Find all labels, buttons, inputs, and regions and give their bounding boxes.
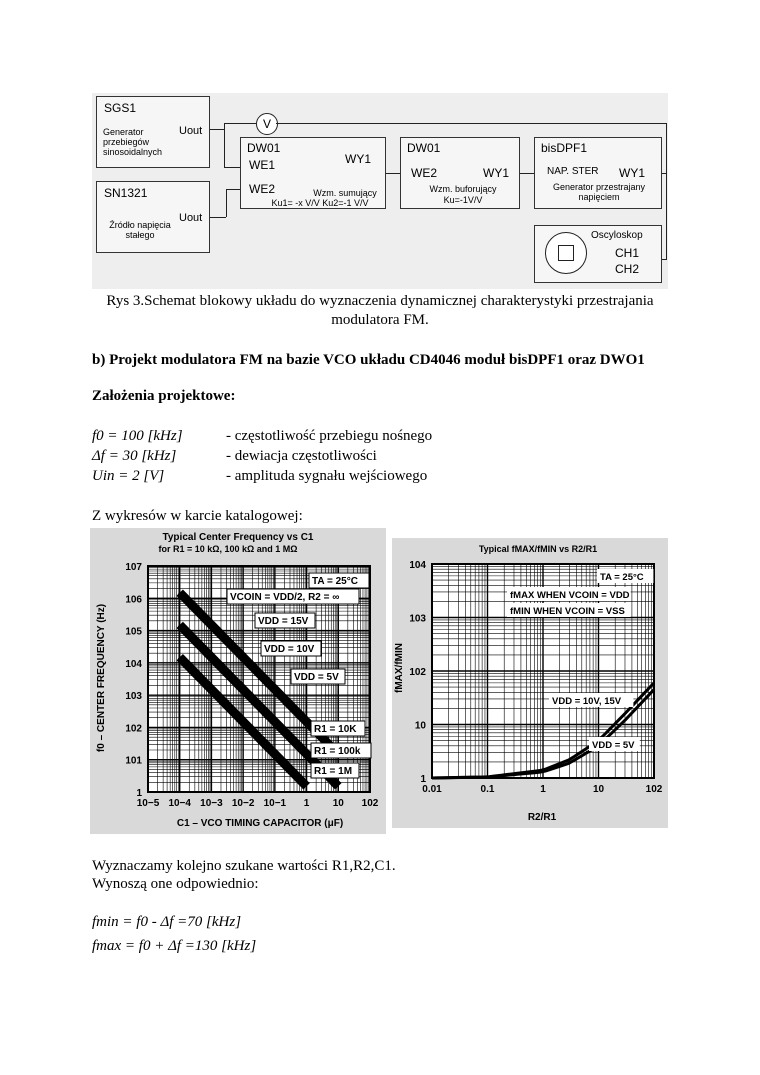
x-tick-label: 0.1 — [480, 784, 495, 795]
wire — [520, 173, 534, 174]
x-tick-label: 10 — [332, 798, 344, 809]
chart-annotation: fMAX WHEN VCOIN = VDD — [510, 590, 630, 601]
x-tick-label: 10−3 — [200, 798, 223, 809]
chart-annotation: TA = 25°C — [600, 572, 644, 583]
x-axis-label: R2/R1 — [527, 812, 557, 823]
x-tick-label: 10 — [592, 784, 605, 795]
param-symbol: Δf = 30 [kHz] — [92, 448, 177, 464]
param-desc: - dewiacja częstotliwości — [226, 448, 377, 464]
sn1321-desc: Źródło napięcia stałego — [109, 220, 171, 240]
y-tick-label: 104 — [125, 658, 142, 670]
bisdpf1-desc: Generator przestrajany napięciem — [552, 182, 646, 202]
y-tick-label: 107 — [125, 562, 142, 573]
block-diagram — [92, 93, 668, 289]
dw01-buf-in: WE2 — [411, 166, 438, 180]
y-tick-label: 106 — [125, 594, 142, 606]
x-tick-label: 1 — [303, 798, 310, 809]
bisdpf1-out: WY1 — [619, 166, 646, 180]
bisdpf1-in: NAP. STER — [547, 166, 599, 177]
voltmeter-icon — [256, 113, 278, 135]
sgs1-desc: Generator przebiegów sinosoidalnych — [103, 127, 163, 157]
x-axis-label: C1 – VCO TIMING CAPACITOR (μF) — [176, 818, 344, 829]
y-axis-label: fMAX/fMIN — [394, 643, 405, 693]
wire — [224, 167, 240, 168]
wire — [210, 129, 224, 130]
x-tick-label: 102 — [645, 784, 663, 795]
y-tick-label: 102 — [125, 723, 142, 735]
wire — [224, 129, 225, 167]
oscilloscope-block — [534, 225, 662, 283]
sgs1-block — [96, 96, 210, 168]
sgs1-port: Uout — [179, 125, 203, 137]
chart-title: Typical Center Frequency vs C1 — [162, 532, 314, 543]
dw01-buf-desc: Wzm. buforujący — [429, 184, 497, 194]
y-tick-label: 101 — [125, 755, 142, 767]
dw01-buf-name: DW01 — [407, 141, 441, 155]
fmax-fmin-chart-svg — [392, 538, 668, 828]
chart-subtitle: for R1 = 10 kΩ, 100 kΩ and 1 MΩ — [158, 544, 298, 554]
chart-annotation: VCOIN = VDD/2, R2 = ∞ — [230, 592, 340, 603]
param-symbol: f0 = 100 [kHz] — [92, 428, 183, 444]
sn1321-name: SN1321 — [104, 186, 148, 200]
y-tick-label: 1 — [420, 774, 426, 785]
y-tick-label: 103 — [125, 691, 142, 703]
wire — [662, 259, 667, 260]
formula-fmax: fmax = f0 + Δf =130 [kHz] — [92, 938, 257, 954]
scope-ch2: CH2 — [615, 262, 640, 276]
x-tick-label: 10−2 — [231, 798, 255, 809]
param-symbol: Uin = 2 [V] — [92, 468, 165, 484]
fmax-fmin-chart — [392, 538, 668, 828]
x-tick-label: 1 — [540, 784, 546, 795]
chart-annotation: VDD = 10V — [264, 644, 315, 655]
dw01-sum-gain: Ku1= -x V/V Ku2=-1 V/V — [271, 198, 369, 208]
chart-annotation: VDD = 5V — [592, 740, 635, 751]
dw01-buf-gain: Ku=-1V/V — [443, 195, 483, 205]
y-tick-label: 10 — [414, 720, 426, 732]
chart-annotation: TA = 25°C — [312, 576, 358, 587]
y-tick-label: 102 — [409, 667, 426, 678]
dw01-buf-out: WY1 — [483, 166, 510, 180]
wire — [276, 123, 666, 124]
sgs1-name: SGS1 — [104, 101, 137, 115]
wire — [210, 217, 226, 218]
y-tick-label: 105 — [125, 626, 142, 638]
voltmeter-label: V — [262, 117, 271, 131]
oscilloscope-screen-icon — [545, 232, 587, 274]
bisdpf1-block — [534, 137, 662, 209]
dw01-sum-desc: Wzm. sumujący — [313, 188, 377, 198]
x-tick-label: 10−4 — [168, 798, 191, 809]
chart-annotation: R1 = 100k — [314, 746, 361, 757]
x-tick-label: 0.01 — [422, 784, 442, 795]
wire — [226, 189, 240, 190]
charts-intro: Z wykresów w karcie katalogowej: — [92, 508, 303, 524]
center-frequency-chart — [90, 528, 386, 834]
param-desc: - amplituda sygnału wejściowego — [226, 468, 428, 484]
chart-annotation: R1 = 1M — [314, 766, 353, 777]
chart-annotation: R1 = 10K — [314, 724, 357, 735]
chart-annotation: VDD = 10V, 15V — [552, 696, 622, 707]
formula-fmin: fmin = f0 - Δf =70 [kHz] — [92, 914, 242, 930]
scope-ch1: CH1 — [615, 246, 640, 260]
chart-title: Typical fMAX/fMIN vs R2/R1 — [478, 544, 598, 554]
dw01-sum-out: WY1 — [345, 152, 372, 166]
y-axis-label: f0 – CENTER FREQUENCY (Hz) — [96, 603, 107, 753]
chart-annotation: VDD = 15V — [258, 616, 309, 627]
wire — [224, 123, 256, 124]
y-tick-label: 104 — [409, 560, 426, 571]
param-desc: - częstotliwość przebiegu nośnego — [226, 428, 433, 444]
center-frequency-chart-svg — [90, 528, 386, 834]
assumptions-heading: Założenia projektowe: — [92, 388, 236, 404]
result-text-line: Wynoszą one odpowiednio: — [92, 876, 259, 892]
wire — [662, 173, 666, 174]
bisdpf1-name: bisDPF1 — [541, 141, 588, 155]
dw01-sum-name: DW01 — [247, 141, 281, 155]
y-tick-label: 1 — [136, 788, 142, 799]
sn1321-port: Uout — [179, 212, 203, 224]
x-tick-label: 10−1 — [263, 798, 287, 809]
chart-annotation: VDD = 5V — [294, 672, 339, 683]
x-tick-label: 102 — [361, 798, 379, 809]
y-tick-label: 103 — [409, 613, 426, 625]
wire — [386, 173, 400, 174]
result-text-line: Wyznaczamy kolejno szukane wartości R1,R2,C1. — [92, 858, 396, 874]
scope-name: Oscyloskop — [591, 230, 643, 241]
dw01-buffer-block — [400, 137, 520, 209]
dw01-summing-block — [240, 137, 386, 209]
x-tick-label: 10−5 — [136, 798, 160, 809]
wire — [226, 189, 227, 217]
section-heading: b) Projekt modulatora FM na bazie VCO układu CD4046 moduł bisDPF1 oraz DWO1 — [92, 352, 645, 368]
dw01-sum-in2: WE2 — [249, 182, 276, 196]
wire — [666, 123, 667, 259]
chart-annotation: fMIN WHEN VCOIN = VSS — [510, 606, 625, 617]
dw01-sum-in1: WE1 — [249, 158, 276, 172]
figure-caption: Rys 3.Schemat blokowy układu do wyznaczenia dynamicznej charakterystyki przestrajania modulatora FM. — [106, 293, 654, 328]
sn1321-block — [96, 181, 210, 253]
